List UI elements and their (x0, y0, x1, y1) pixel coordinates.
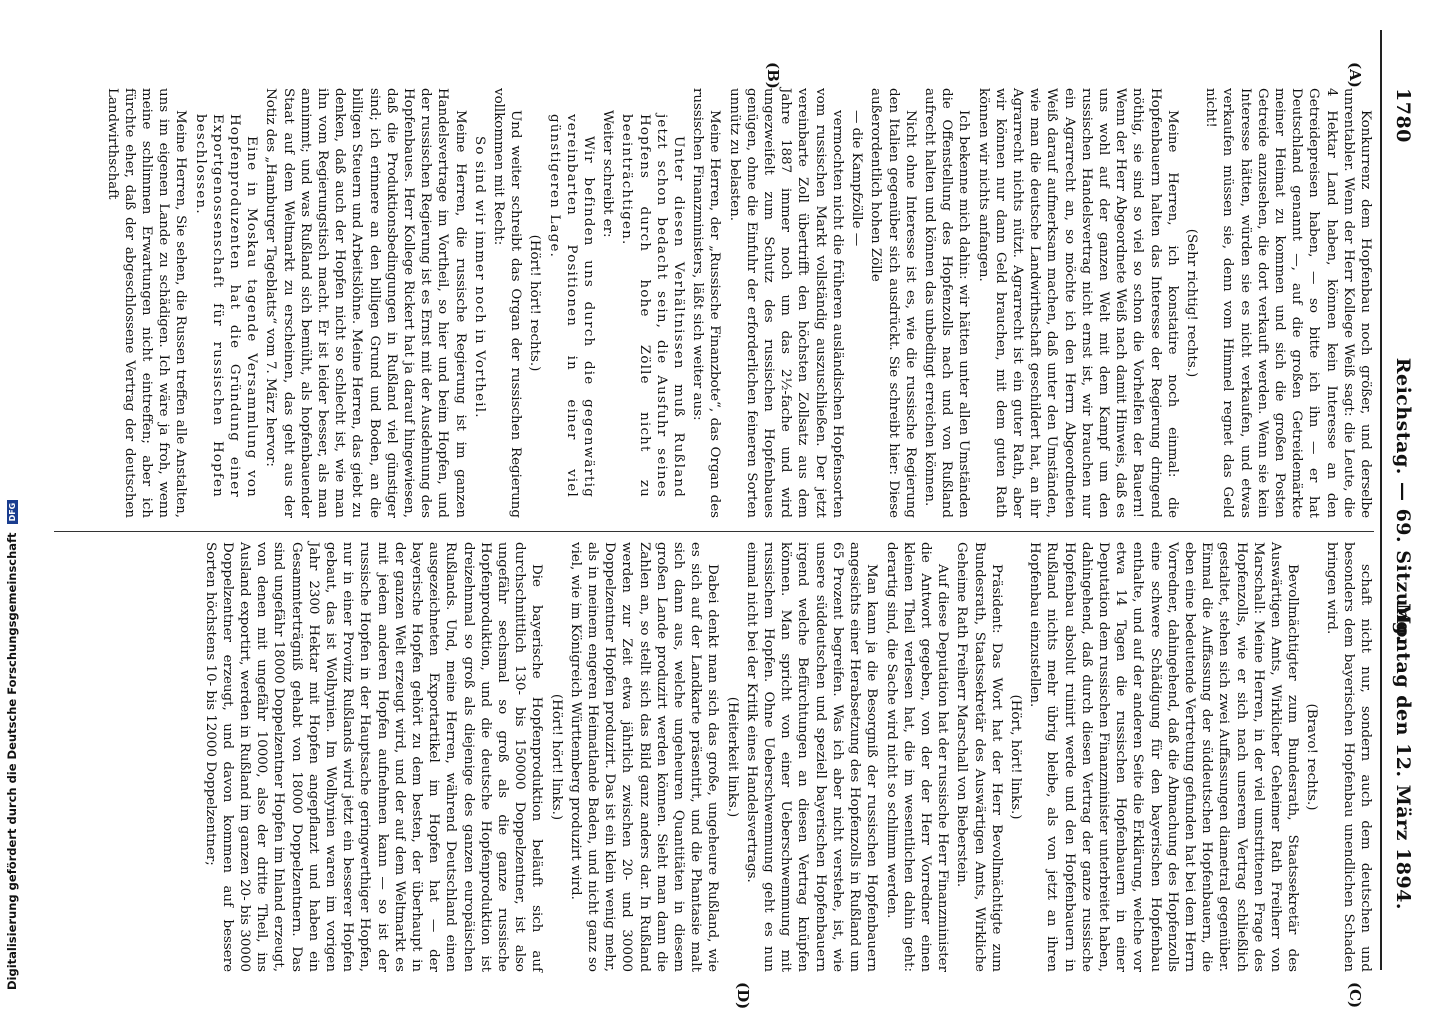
session-title: Reichstag. — 69. Sitzung. (1392, 357, 1414, 643)
paragraph: Ich bekenne mich dahin: wir hätten unter allen Umständen die Offenstellung des Hopfenzolls nach und von Rußland aufrecht halten und können das unbedingt erreichen können. (921, 88, 972, 518)
quotation: Wir befinden uns durch die gegenwärtig vereinbarten Positionen in einer viel günstigeren Lage. (546, 114, 597, 498)
dfg-logo: DFG (7, 500, 18, 525)
quotation: Eine in Moskau tagende Versammlung von Hopfenproduzenten hat die Gründung einer Exportgenossenschaft für russischen Hopfen beschlossen. (192, 114, 260, 498)
paragraph: Die bayerische Hopfenproduktion beläuft sich auf durchschnittlich 130- bis 150000 Doppelzentner, ist also ungefähr sechsmal so groß als die ganze russische Hopfenproduktion, und die deutsche Hopfenproduktion ist dreizehnmal so groß als diejenige des ganzen europäischen Rußlands. Und, meine Herren, während Deutschland einen ausgezeichneten Exportartikel im Hopfen hat — der bayerische Hopfen gehört zu dem besten, der überhaupt in der ganzen Welt erzeugt wird, und der auf dem Weltmarkt es mit jedem anderen Hopfen aufnehmen kann — so ist der russische Hopfen in der Hauptsache geringwerthiger Hopfen, nur in einer Provinz Rußlands wird jetzt ein besserer Hopfen gebaut, das ist Wolhynien. Im Wolhynien waren im vorigen Jahr 2300 Hektar mit Hopfen angepflanzt und haben ein Gesammterträgniß gehabt von 18000 Doppelzentnern. Das sind ungefähr 18000 Doppelzentner Hopfen im Inland erzeugt, von denen mit ungefähr 10000, also der dritte Theil, ins Ausland exportirt, werden in Rußland im ganzen 20- bis 30000 Doppelzentner erzeugt, und davon kommen auf bessere Sorten höchstens 10- bis 12000 Doppelzentner; (202, 542, 545, 972)
paragraph: Meine Herren, der „Russische Finanzbote“, das Organ des russischen Finanzministers, läßt sich weiter aus: (690, 88, 723, 518)
column-divider (54, 531, 1374, 532)
margin-letter-c: (C) (1346, 982, 1364, 1009)
paragraph: Auf diese Deputation hat der russische Herr Finanzminister die Antwort gegeben, von der der Herr Vorredner einen kleinen Theil verlesen hat, die im wesentlichen dahin geht: derartig sind, die Sache wird nicht so schlimm werden. (883, 542, 951, 972)
digitization-credit: Digitalisierung gefördert durch die Deutsche Forschungsgemeinschaft (5, 532, 19, 990)
interjection: (Hört! hört! rechts.) (527, 234, 543, 372)
paragraph: Bevollmächtigter zum Bundesrath, Staatssekretär des Auswärtigen Amts, Wirklicher Geheimer Rath Freiherr von Marschall: Meine Herren, in der viel umstrittenen Frage des Hopfenzolls, wie er sich nach unserem Vertrag schließlich gestaltet, stehen sich zwei Auffassungen diametral gegenüber. Einmal die Auffassung der süddeutschen Hopfenbauern, die eben eine bedeutende Vertretung gefunden hat bei dem Herrn Vorredner, dahingehend, daß die Abmachung des Hopfenzolls eine schwere Schädigung für den bayerischen Hopfenbau enthalte, und auf der anderen Seite die Erklärung, welche vor etwa 14 Tagen die russischen Hopfenbauern in einer Deputation dem russischen Finanzminister unterbreitet haben, dahingehend, daß durch diesen Vertrag der ganze russische Hopfenbau absolut ruinirt werde und den Hopfenbauern in Rußland nichts mehr übrig bleibe, als von jetzt an ihren Hopfenbau einzustellen. (1027, 542, 1301, 972)
margin-letter-d: (D) (734, 982, 752, 1009)
paragraph: Nicht ohne Interesse ist es, wie die russische Regierung den Italien gegenüber sich ausdrückt. Sie schreibt hier: Diese außerordentlich hohen Zölle (868, 88, 918, 518)
paragraph: schaft nicht nur, sondern auch dem deutschen und besonders dem bayerischen Hopfenbau unendlichen Schaden bringen wird. (1323, 542, 1373, 972)
session-date: Montag den 12. März 1894. (1392, 603, 1414, 910)
paragraph: Und weiter schreibt das Organ der russischen Regierung vollkommen mit Recht: (491, 88, 524, 518)
interjection: (Hört, hört! links.) (1007, 694, 1023, 820)
paragraph: Meine Herren, Sie sehen, die Russen treffen alle Anstalten, uns im eigenen Lande zu schädigen. Ich wäre ja froh, wenn meine schlimmen Erwartungen nicht eintreffen; aber ich fürchte eher, daß der abgeschlossene Vertrag der deutschen Landwirthschaft (104, 88, 189, 518)
interjection: (Bravo! rechts.) (1304, 703, 1320, 811)
page-number: 1780 (1392, 88, 1414, 143)
digitization-footer (0, 0, 26, 1000)
interjection: (Hört! hört! links.) (548, 693, 564, 821)
interjection: (Sehr richtig! rechts.) (1183, 228, 1199, 378)
paragraph: Meine Herren, die russische Regierung ist im ganzen Handelsvertrage im Vortheil, so hier und beim Hopfen, und der russischen Regierung ist es Ernst mit der Ausdehnung des Hopfenbaues. Herr Kollege Rickert hat ja darauf hingewiesen, daß die Produktionsbedingungen in Rußland viel günstiger sind; ich erinnere an den billigen Grund und Boden, an die billigen Steuern und Arbeitslöhne. Meine Herren, das giebt zu denken, daß auch der Hopfen nicht so schlecht ist, wie man ihn vom Regierungstisch macht. Er ist leider besser, als man annimmt; und was Rußland sich bemüht, als hopfenbauender Staat auf dem Weltmarkt zu erscheinen, das geht aus der Notiz des „Hamburger Tageblatts“ vom 7. März hervor: (263, 88, 468, 518)
paragraph: Konkurrenz dem Hopfenbau noch größer, und derselbe unrentabler. Wenn der Herr Kollege Weiß sagt: die Leute, die 4 Hektar Land haben, können kein Interesse an den Getreidepreisen haben, — so bitte ich ihn — er hat Deutschland genannt —, auf die großen Getreidemärkte meiner Heimat zu kommen und sich die großen Posten Getreide anzusehen, die dort verkauft werden. Wenn sie kein Interesse hätten, würden sie es nicht verkaufen, und etwas verkaufen müssen sie, denn vom Himmel regnet das Geld nicht! (1203, 88, 1373, 518)
margin-letter-a: (A) (1346, 62, 1364, 88)
right-text-column (199, 542, 1374, 972)
margin-letter-b: (B) (764, 62, 782, 89)
quotation: Unter diesen Verhältnissen muß Rußland jetzt schon bedacht sein, die Ausfuhr seines Hopfens durch hohe Zölle nicht zu beeinträchtigen. (619, 114, 687, 498)
left-text-column (101, 88, 1374, 518)
quotation: So sind wir immer noch in Vortheil. (471, 136, 487, 419)
paragraph: vermochten nicht die früheren ausländischen Hopfensorten vom russischen Markt vollständig auszuschließen. Der jetzt vereinbarte Zoll übertrifft den höchsten Zollsatz aus dem Jahre 1887 immer noch um das 2½-fache und wird ungezweifelt zum Schutz des russischen Hopfenbaues genügen, ohne die Einfuhr der erforderlichen feineren Sorten unnütz zu belasten. (726, 88, 845, 518)
paragraph: Dabei denkt man sich das große, ungeheure Rußland, wie es sich auf der Landkarte präsentirt, und die Phantasie malt sich dann aus, welche ungeheuren Quantitäten in diesem großen Lande produzirt werden können. Sieht man dann die Zahlen an, so stellt sich das Bild ganz anders dar. In Rußland werden zur Zeit etwa jährlich zwischen 20- und 30000 Doppelzentner Hopfen produzirt. Das ist ein klein wenig mehr, als in meinem engeren Heimatlande Baden, und nicht ganz so viel, wie im Königreich Württemberg produzirt wird. (567, 542, 721, 972)
paragraph: Man kann ja die Besorgniß der russischen Hopfenbauern angesichts einer Herabsetzung des Hopfenzolls in Rußland um 65 Prozent begreifen. Was ich aber nicht verstehe, ist, wie unsere süddeutschen und speziell bayerischen Hopfenbauern irgend welche Befürchtungen an diesen Vertrag knüpfen können. Man spricht von einer Ueberschwemmung mit russischem Hopfen. Ohne Ueberschwemmung geht es nun einmal nicht bei der Kritik eines Handelsvertrags. (743, 542, 880, 972)
page-header (1380, 30, 1422, 970)
paragraph: Weiter schreibt er: (600, 110, 616, 238)
paragraph: — die Kampfzölle — (849, 110, 865, 247)
interjection: (Heiterkeit links.) (724, 696, 740, 818)
paragraph: Meine Herren, ich konstatire noch einmal: die Hopfenbauern halten das Interesse der Regierung dringend nöthig, sie sind so viel so schon die Vorhelfen der Bauern! Wenn der Herr Abgeordnete Weiß nach damit Hinweis, daß es uns wohl auf der ganzen Welt mit dem Kampf um den russischen Handelsvertrag nicht ernst ist, wir brauchen nur ein Agrarrecht an, so möchte ich den Herrn Abgeordneten Weiß darauf aufmerksam machen, daß unter den Umständen, wie man die deutsche Landwirthschaft geschildert hat, an ihr Agrarrecht nichts nützt. Agrarrecht ist ein guter Rath, aber wir können nur dann Geld brauchen, mit dem guten Rath können wir nichts anfangen. (975, 88, 1180, 518)
paragraph: Präsident: Das Wort hat der Herr Bevollmächtigte zum Bundesrath, Staatssekretär des Auswärtigen Amts, Wirkliche Geheime Rath Freiherr Marschall von Bieberstein. (954, 542, 1004, 972)
